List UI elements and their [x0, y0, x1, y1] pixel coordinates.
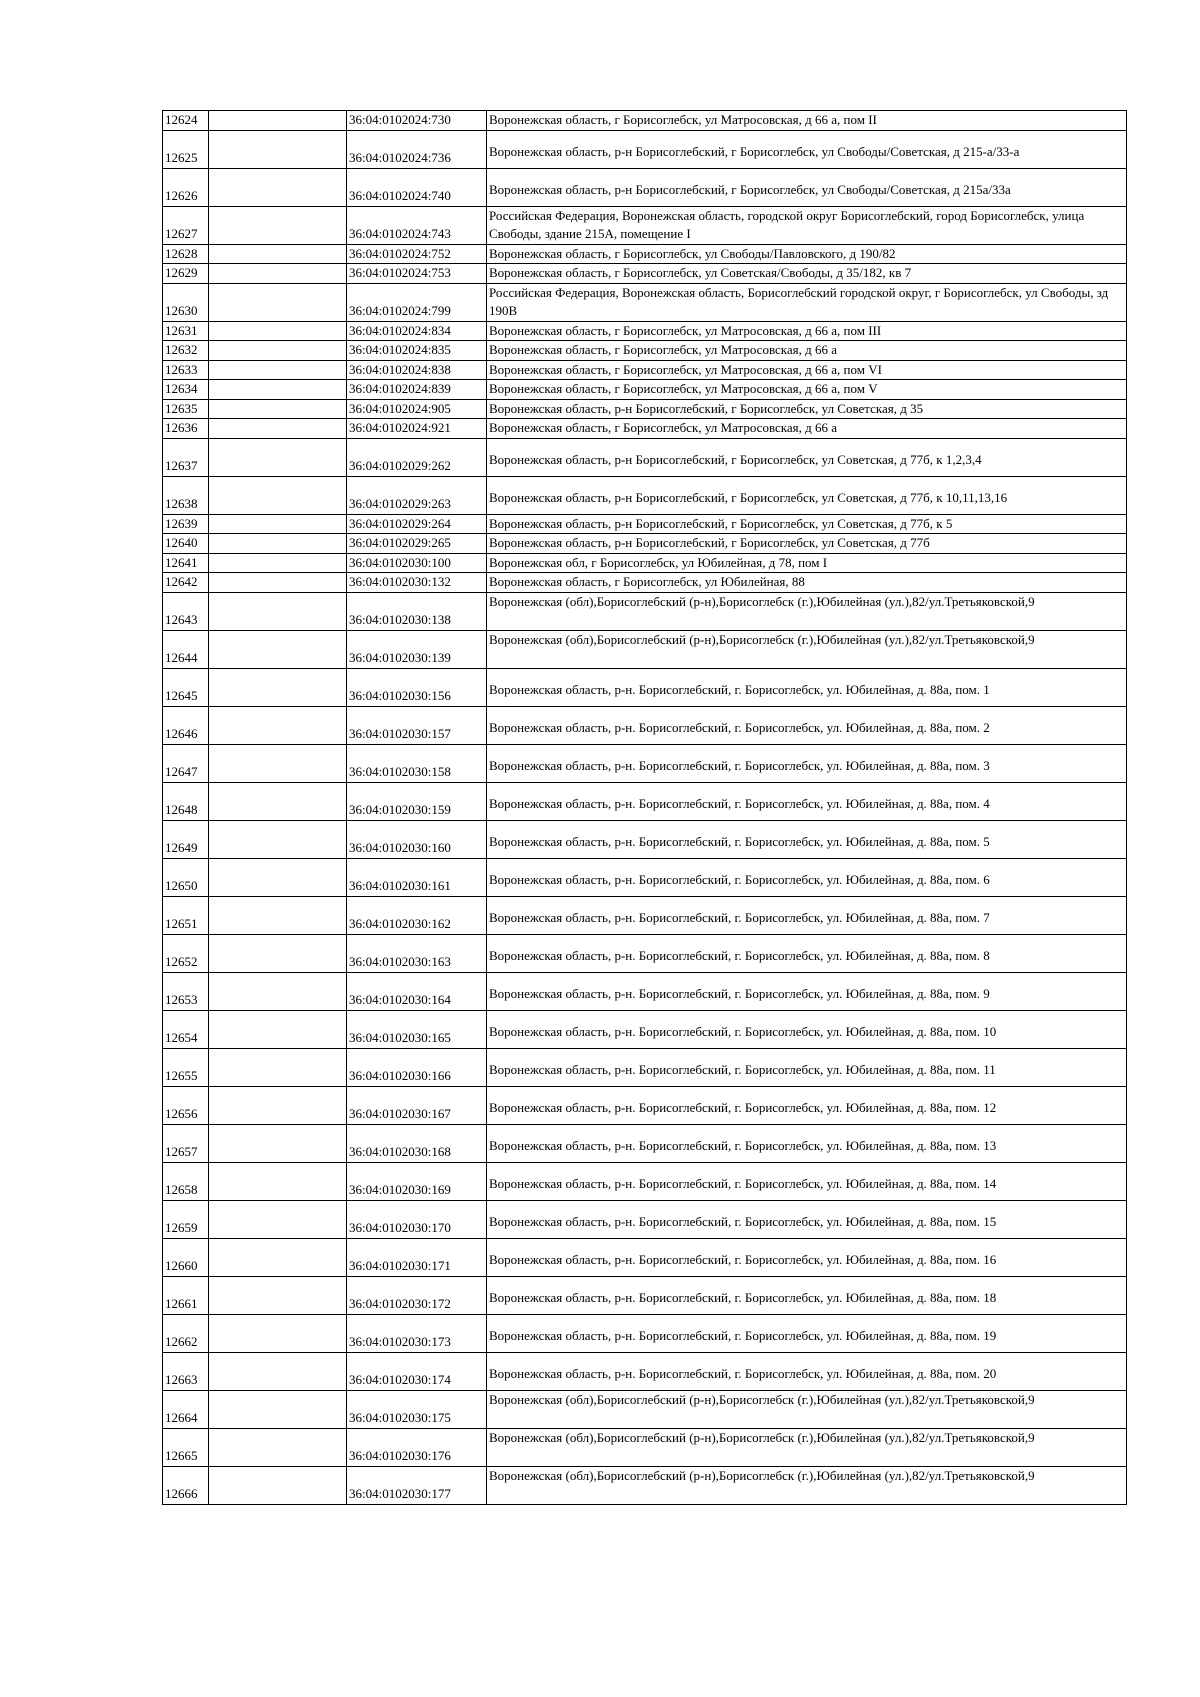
table-row [163, 934, 1127, 972]
record-number-cell: 12626 [163, 168, 209, 206]
address-cell: Воронежская (обл),Борисоглебский (р-н),Борисоглебск (г.),Юбилейная (ул.),82/ул.Третьяковской,9 [487, 1466, 1127, 1504]
record-number-cell: 12645 [163, 668, 209, 706]
address-cell: Воронежская область, р-н. Борисоглебский, г. Борисоглебск, ул. Юбилейная, д. 88а, пом. 10 [487, 1010, 1127, 1048]
cadastral-number-cell: 36:04:0102024:838 [347, 360, 487, 380]
record-number-cell: 12657 [163, 1124, 209, 1162]
address-cell: Воронежская область, р-н Борисоглебский, г Борисоглебск, ул Советская, д 77б, к 10,11,13,16 [487, 476, 1127, 514]
record-number-cell: 12662 [163, 1314, 209, 1352]
address-cell: Воронежская область, р-н. Борисоглебский, г. Борисоглебск, ул. Юбилейная, д. 88а, пом. 16 [487, 1238, 1127, 1276]
cadastral-number-cell: 36:04:0102030:161 [347, 858, 487, 896]
table-row [163, 244, 1127, 264]
table-row [163, 514, 1127, 534]
cadastral-number-cell: 36:04:0102030:132 [347, 573, 487, 593]
empty-cell [209, 1428, 347, 1466]
cadastral-number-cell: 36:04:0102030:163 [347, 934, 487, 972]
record-number-cell: 12634 [163, 380, 209, 400]
record-number-cell: 12660 [163, 1238, 209, 1276]
cadastral-number-cell: 36:04:0102030:156 [347, 668, 487, 706]
table-row [163, 972, 1127, 1010]
address-cell: Воронежская область, р-н. Борисоглебский, г. Борисоглебск, ул. Юбилейная, д. 88а, пом. 9 [487, 972, 1127, 1010]
empty-cell [209, 668, 347, 706]
address-cell: Воронежская область, р-н. Борисоглебский, г. Борисоглебск, ул. Юбилейная, д. 88а, пом. 13 [487, 1124, 1127, 1162]
cadastral-number-cell: 36:04:0102030:167 [347, 1086, 487, 1124]
table-row [163, 438, 1127, 476]
address-cell: Воронежская область, р-н. Борисоглебский, г. Борисоглебск, ул. Юбилейная, д. 88а, пом. 18 [487, 1276, 1127, 1314]
record-number-cell: 12652 [163, 934, 209, 972]
registry-table-body [163, 111, 1127, 1505]
address-cell: Воронежская область, р-н. Борисоглебский, г. Борисоглебск, ул. Юбилейная, д. 88а, пом. 5 [487, 820, 1127, 858]
empty-cell [209, 553, 347, 573]
cadastral-number-cell: 36:04:0102030:171 [347, 1238, 487, 1276]
empty-cell [209, 111, 347, 131]
address-cell: Воронежская область, р-н. Борисоглебский, г. Борисоглебск, ул. Юбилейная, д. 88а, пом. 2 [487, 706, 1127, 744]
address-cell: Воронежская область, р-н. Борисоглебский, г. Борисоглебск, ул. Юбилейная, д. 88а, пом. 6 [487, 858, 1127, 896]
table-row [163, 573, 1127, 593]
empty-cell [209, 399, 347, 419]
address-cell: Воронежская (обл),Борисоглебский (р-н),Борисоглебск (г.),Юбилейная (ул.),82/ул.Третьяковской,9 [487, 592, 1127, 630]
record-number-cell: 12643 [163, 592, 209, 630]
cadastral-number-cell: 36:04:0102029:265 [347, 534, 487, 554]
address-cell: Воронежская область, р-н Борисоглебский, г Борисоглебск, ул Советская, д 77б [487, 534, 1127, 554]
empty-cell [209, 380, 347, 400]
table-row [163, 283, 1127, 321]
record-number-cell: 12625 [163, 130, 209, 168]
table-row [163, 1352, 1127, 1390]
empty-cell [209, 264, 347, 284]
empty-cell [209, 1086, 347, 1124]
address-cell: Воронежская область, р-н. Борисоглебский, г. Борисоглебск, ул. Юбилейная, д. 88а, пом. 20 [487, 1352, 1127, 1390]
cadastral-number-cell: 36:04:0102024:752 [347, 244, 487, 264]
address-cell: Воронежская область, р-н. Борисоглебский, г. Борисоглебск, ул. Юбилейная, д. 88а, пом. 4 [487, 782, 1127, 820]
cadastral-number-cell: 36:04:0102030:138 [347, 592, 487, 630]
record-number-cell: 12650 [163, 858, 209, 896]
empty-cell [209, 896, 347, 934]
empty-cell [209, 1200, 347, 1238]
table-row [163, 1010, 1127, 1048]
empty-cell [209, 706, 347, 744]
cadastral-number-cell: 36:04:0102030:164 [347, 972, 487, 1010]
address-cell: Воронежская область, р-н. Борисоглебский, г. Борисоглебск, ул. Юбилейная, д. 88а, пом. 19 [487, 1314, 1127, 1352]
record-number-cell: 12639 [163, 514, 209, 534]
record-number-cell: 12635 [163, 399, 209, 419]
empty-cell [209, 1276, 347, 1314]
cadastral-number-cell: 36:04:0102030:173 [347, 1314, 487, 1352]
empty-cell [209, 341, 347, 361]
table-row [163, 168, 1127, 206]
address-cell: Воронежская область, р-н. Борисоглебский, г. Борисоглебск, ул. Юбилейная, д. 88а, пом. 3 [487, 744, 1127, 782]
address-cell: Воронежская область, р-н. Борисоглебский, г. Борисоглебск, ул. Юбилейная, д. 88а, пом. 1 [487, 668, 1127, 706]
address-cell: Воронежская область, р-н Борисоглебский, г Борисоглебск, ул Советская, д 35 [487, 399, 1127, 419]
record-number-cell: 12649 [163, 820, 209, 858]
empty-cell [209, 534, 347, 554]
table-row [163, 476, 1127, 514]
record-number-cell: 12658 [163, 1162, 209, 1200]
empty-cell [209, 1162, 347, 1200]
table-row [163, 534, 1127, 554]
empty-cell [209, 1124, 347, 1162]
cadastral-number-cell: 36:04:0102029:263 [347, 476, 487, 514]
cadastral-number-cell: 36:04:0102029:262 [347, 438, 487, 476]
empty-cell [209, 321, 347, 341]
record-number-cell: 12644 [163, 630, 209, 668]
address-cell: Воронежская (обл),Борисоглебский (р-н),Борисоглебск (г.),Юбилейная (ул.),82/ул.Третьяковской,9 [487, 1428, 1127, 1466]
empty-cell [209, 934, 347, 972]
table-row [163, 1314, 1127, 1352]
cadastral-number-cell: 36:04:0102024:839 [347, 380, 487, 400]
record-number-cell: 12642 [163, 573, 209, 593]
address-cell: Воронежская (обл),Борисоглебский (р-н),Борисоглебск (г.),Юбилейная (ул.),82/ул.Третьяковской,9 [487, 1390, 1127, 1428]
empty-cell [209, 476, 347, 514]
empty-cell [209, 1352, 347, 1390]
table-row [163, 1048, 1127, 1086]
record-number-cell: 12636 [163, 419, 209, 439]
record-number-cell: 12663 [163, 1352, 209, 1390]
record-number-cell: 12653 [163, 972, 209, 1010]
table-row [163, 130, 1127, 168]
cadastral-number-cell: 36:04:0102030:139 [347, 630, 487, 668]
table-row [163, 399, 1127, 419]
cadastral-number-cell: 36:04:0102024:921 [347, 419, 487, 439]
cadastral-number-cell: 36:04:0102030:170 [347, 1200, 487, 1238]
record-number-cell: 12627 [163, 206, 209, 244]
address-cell: Российская Федерация, Воронежская область, Борисоглебский городской округ, г Борисоглебск, ул Свободы, зд 190В [487, 283, 1127, 321]
cadastral-number-cell: 36:04:0102024:799 [347, 283, 487, 321]
table-row [163, 553, 1127, 573]
cadastral-number-cell: 36:04:0102030:175 [347, 1390, 487, 1428]
empty-cell [209, 283, 347, 321]
table-row [163, 1390, 1127, 1428]
empty-cell [209, 419, 347, 439]
record-number-cell: 12659 [163, 1200, 209, 1238]
table-row [163, 1162, 1127, 1200]
address-cell: Воронежская область, р-н. Борисоглебский, г. Борисоглебск, ул. Юбилейная, д. 88а, пом. 11 [487, 1048, 1127, 1086]
empty-cell [209, 1238, 347, 1276]
address-cell: Воронежская область, г Борисоглебск, ул Матросовская, д 66 а [487, 419, 1127, 439]
address-cell: Воронежская область, р-н Борисоглебский, г Борисоглебск, ул Свободы/Советская, д 215а/33а [487, 168, 1127, 206]
empty-cell [209, 1466, 347, 1504]
table-row [163, 1124, 1127, 1162]
record-number-cell: 12641 [163, 553, 209, 573]
table-row [163, 1428, 1127, 1466]
empty-cell [209, 130, 347, 168]
cadastral-number-cell: 36:04:0102030:157 [347, 706, 487, 744]
cadastral-number-cell: 36:04:0102024:730 [347, 111, 487, 131]
record-number-cell: 12648 [163, 782, 209, 820]
table-row [163, 360, 1127, 380]
empty-cell [209, 1010, 347, 1048]
address-cell: Воронежская область, р-н Борисоглебский, г Борисоглебск, ул Советская, д 77б, к 5 [487, 514, 1127, 534]
empty-cell [209, 972, 347, 1010]
address-cell: Воронежская область, г Борисоглебск, ул Матросовская, д 66 а [487, 341, 1127, 361]
record-number-cell: 12630 [163, 283, 209, 321]
address-cell: Воронежская область, г Борисоглебск, ул Матросовская, д 66 а, пом III [487, 321, 1127, 341]
empty-cell [209, 1048, 347, 1086]
cadastral-number-cell: 36:04:0102024:753 [347, 264, 487, 284]
record-number-cell: 12637 [163, 438, 209, 476]
address-cell: Воронежская область, г Борисоглебск, ул Советская/Свободы, д 35/182, кв 7 [487, 264, 1127, 284]
table-row [163, 111, 1127, 131]
cadastral-number-cell: 36:04:0102024:740 [347, 168, 487, 206]
address-cell: Воронежская область, г Борисоглебск, ул Юбилейная, 88 [487, 573, 1127, 593]
cadastral-number-cell: 36:04:0102030:166 [347, 1048, 487, 1086]
table-row [163, 206, 1127, 244]
address-cell: Воронежская область, р-н Борисоглебский, г Борисоглебск, ул Свободы/Советская, д 215-а/33-а [487, 130, 1127, 168]
record-number-cell: 12654 [163, 1010, 209, 1048]
empty-cell [209, 744, 347, 782]
table-row [163, 858, 1127, 896]
record-number-cell: 12664 [163, 1390, 209, 1428]
record-number-cell: 12666 [163, 1466, 209, 1504]
table-row [163, 264, 1127, 284]
cadastral-number-cell: 36:04:0102029:264 [347, 514, 487, 534]
record-number-cell: 12631 [163, 321, 209, 341]
cadastral-number-cell: 36:04:0102030:176 [347, 1428, 487, 1466]
table-row [163, 782, 1127, 820]
table-row [163, 896, 1127, 934]
table-row [163, 1200, 1127, 1238]
cadastral-number-cell: 36:04:0102030:160 [347, 820, 487, 858]
record-number-cell: 12646 [163, 706, 209, 744]
empty-cell [209, 360, 347, 380]
cadastral-number-cell: 36:04:0102030:172 [347, 1276, 487, 1314]
empty-cell [209, 782, 347, 820]
address-cell: Воронежская область, р-н. Борисоглебский, г. Борисоглебск, ул. Юбилейная, д. 88а, пом. 7 [487, 896, 1127, 934]
empty-cell [209, 438, 347, 476]
cadastral-number-cell: 36:04:0102030:177 [347, 1466, 487, 1504]
empty-cell [209, 630, 347, 668]
record-number-cell: 12647 [163, 744, 209, 782]
table-row [163, 744, 1127, 782]
record-number-cell: 12665 [163, 1428, 209, 1466]
address-cell: Воронежская область, г Борисоглебск, ул Матросовская, д 66 а, пом V [487, 380, 1127, 400]
record-number-cell: 12628 [163, 244, 209, 264]
address-cell: Воронежская область, г Борисоглебск, ул Свободы/Павловского, д 190/82 [487, 244, 1127, 264]
address-cell: Воронежская область, р-н. Борисоглебский, г. Борисоглебск, ул. Юбилейная, д. 88а, пом. 15 [487, 1200, 1127, 1238]
address-cell: Воронежская область, р-н. Борисоглебский, г. Борисоглебск, ул. Юбилейная, д. 88а, пом. 8 [487, 934, 1127, 972]
table-row [163, 820, 1127, 858]
empty-cell [209, 206, 347, 244]
cadastral-number-cell: 36:04:0102030:169 [347, 1162, 487, 1200]
table-row [163, 321, 1127, 341]
table-row [163, 1086, 1127, 1124]
address-cell: Воронежская область, г Борисоглебск, ул Матросовская, д 66 а, пом VI [487, 360, 1127, 380]
empty-cell [209, 514, 347, 534]
record-number-cell: 12656 [163, 1086, 209, 1124]
table-row [163, 1466, 1127, 1504]
empty-cell [209, 573, 347, 593]
table-row [163, 341, 1127, 361]
address-cell: Воронежская область, р-н. Борисоглебский, г. Борисоглебск, ул. Юбилейная, д. 88а, пом. 14 [487, 1162, 1127, 1200]
cadastral-number-cell: 36:04:0102030:159 [347, 782, 487, 820]
empty-cell [209, 1390, 347, 1428]
table-row [163, 1238, 1127, 1276]
table-row [163, 419, 1127, 439]
table-row [163, 630, 1127, 668]
record-number-cell: 12655 [163, 1048, 209, 1086]
cadastral-number-cell: 36:04:0102024:736 [347, 130, 487, 168]
record-number-cell: 12632 [163, 341, 209, 361]
address-cell: Воронежская обл, г Борисоглебск, ул Юбилейная, д 78, пом I [487, 553, 1127, 573]
address-cell: Воронежская область, р-н Борисоглебский, г Борисоглебск, ул Советская, д 77б, к 1,2,3,4 [487, 438, 1127, 476]
property-registry-table [162, 110, 1127, 1505]
address-cell: Воронежская область, р-н. Борисоглебский, г. Борисоглебск, ул. Юбилейная, д. 88а, пом. 12 [487, 1086, 1127, 1124]
cadastral-number-cell: 36:04:0102030:100 [347, 553, 487, 573]
empty-cell [209, 244, 347, 264]
table-row [163, 592, 1127, 630]
address-cell: Воронежская область, г Борисоглебск, ул Матросовская, д 66 а, пом II [487, 111, 1127, 131]
record-number-cell: 12633 [163, 360, 209, 380]
table-row [163, 1276, 1127, 1314]
address-cell: Российская Федерация, Воронежская область, городской округ Борисоглебский, город Борисоглебск, улица Свободы, здание 215А, помещение I [487, 206, 1127, 244]
address-cell: Воронежская (обл),Борисоглебский (р-н),Борисоглебск (г.),Юбилейная (ул.),82/ул.Третьяковской,9 [487, 630, 1127, 668]
empty-cell [209, 168, 347, 206]
record-number-cell: 12638 [163, 476, 209, 514]
cadastral-number-cell: 36:04:0102030:165 [347, 1010, 487, 1048]
empty-cell [209, 858, 347, 896]
cadastral-number-cell: 36:04:0102024:743 [347, 206, 487, 244]
empty-cell [209, 592, 347, 630]
empty-cell [209, 1314, 347, 1352]
table-row [163, 668, 1127, 706]
cadastral-number-cell: 36:04:0102030:158 [347, 744, 487, 782]
table-row [163, 380, 1127, 400]
record-number-cell: 12661 [163, 1276, 209, 1314]
cadastral-number-cell: 36:04:0102030:174 [347, 1352, 487, 1390]
cadastral-number-cell: 36:04:0102024:834 [347, 321, 487, 341]
record-number-cell: 12651 [163, 896, 209, 934]
cadastral-number-cell: 36:04:0102030:168 [347, 1124, 487, 1162]
cadastral-number-cell: 36:04:0102024:835 [347, 341, 487, 361]
record-number-cell: 12629 [163, 264, 209, 284]
record-number-cell: 12624 [163, 111, 209, 131]
cadastral-number-cell: 36:04:0102024:905 [347, 399, 487, 419]
empty-cell [209, 820, 347, 858]
table-row [163, 706, 1127, 744]
cadastral-number-cell: 36:04:0102030:162 [347, 896, 487, 934]
record-number-cell: 12640 [163, 534, 209, 554]
